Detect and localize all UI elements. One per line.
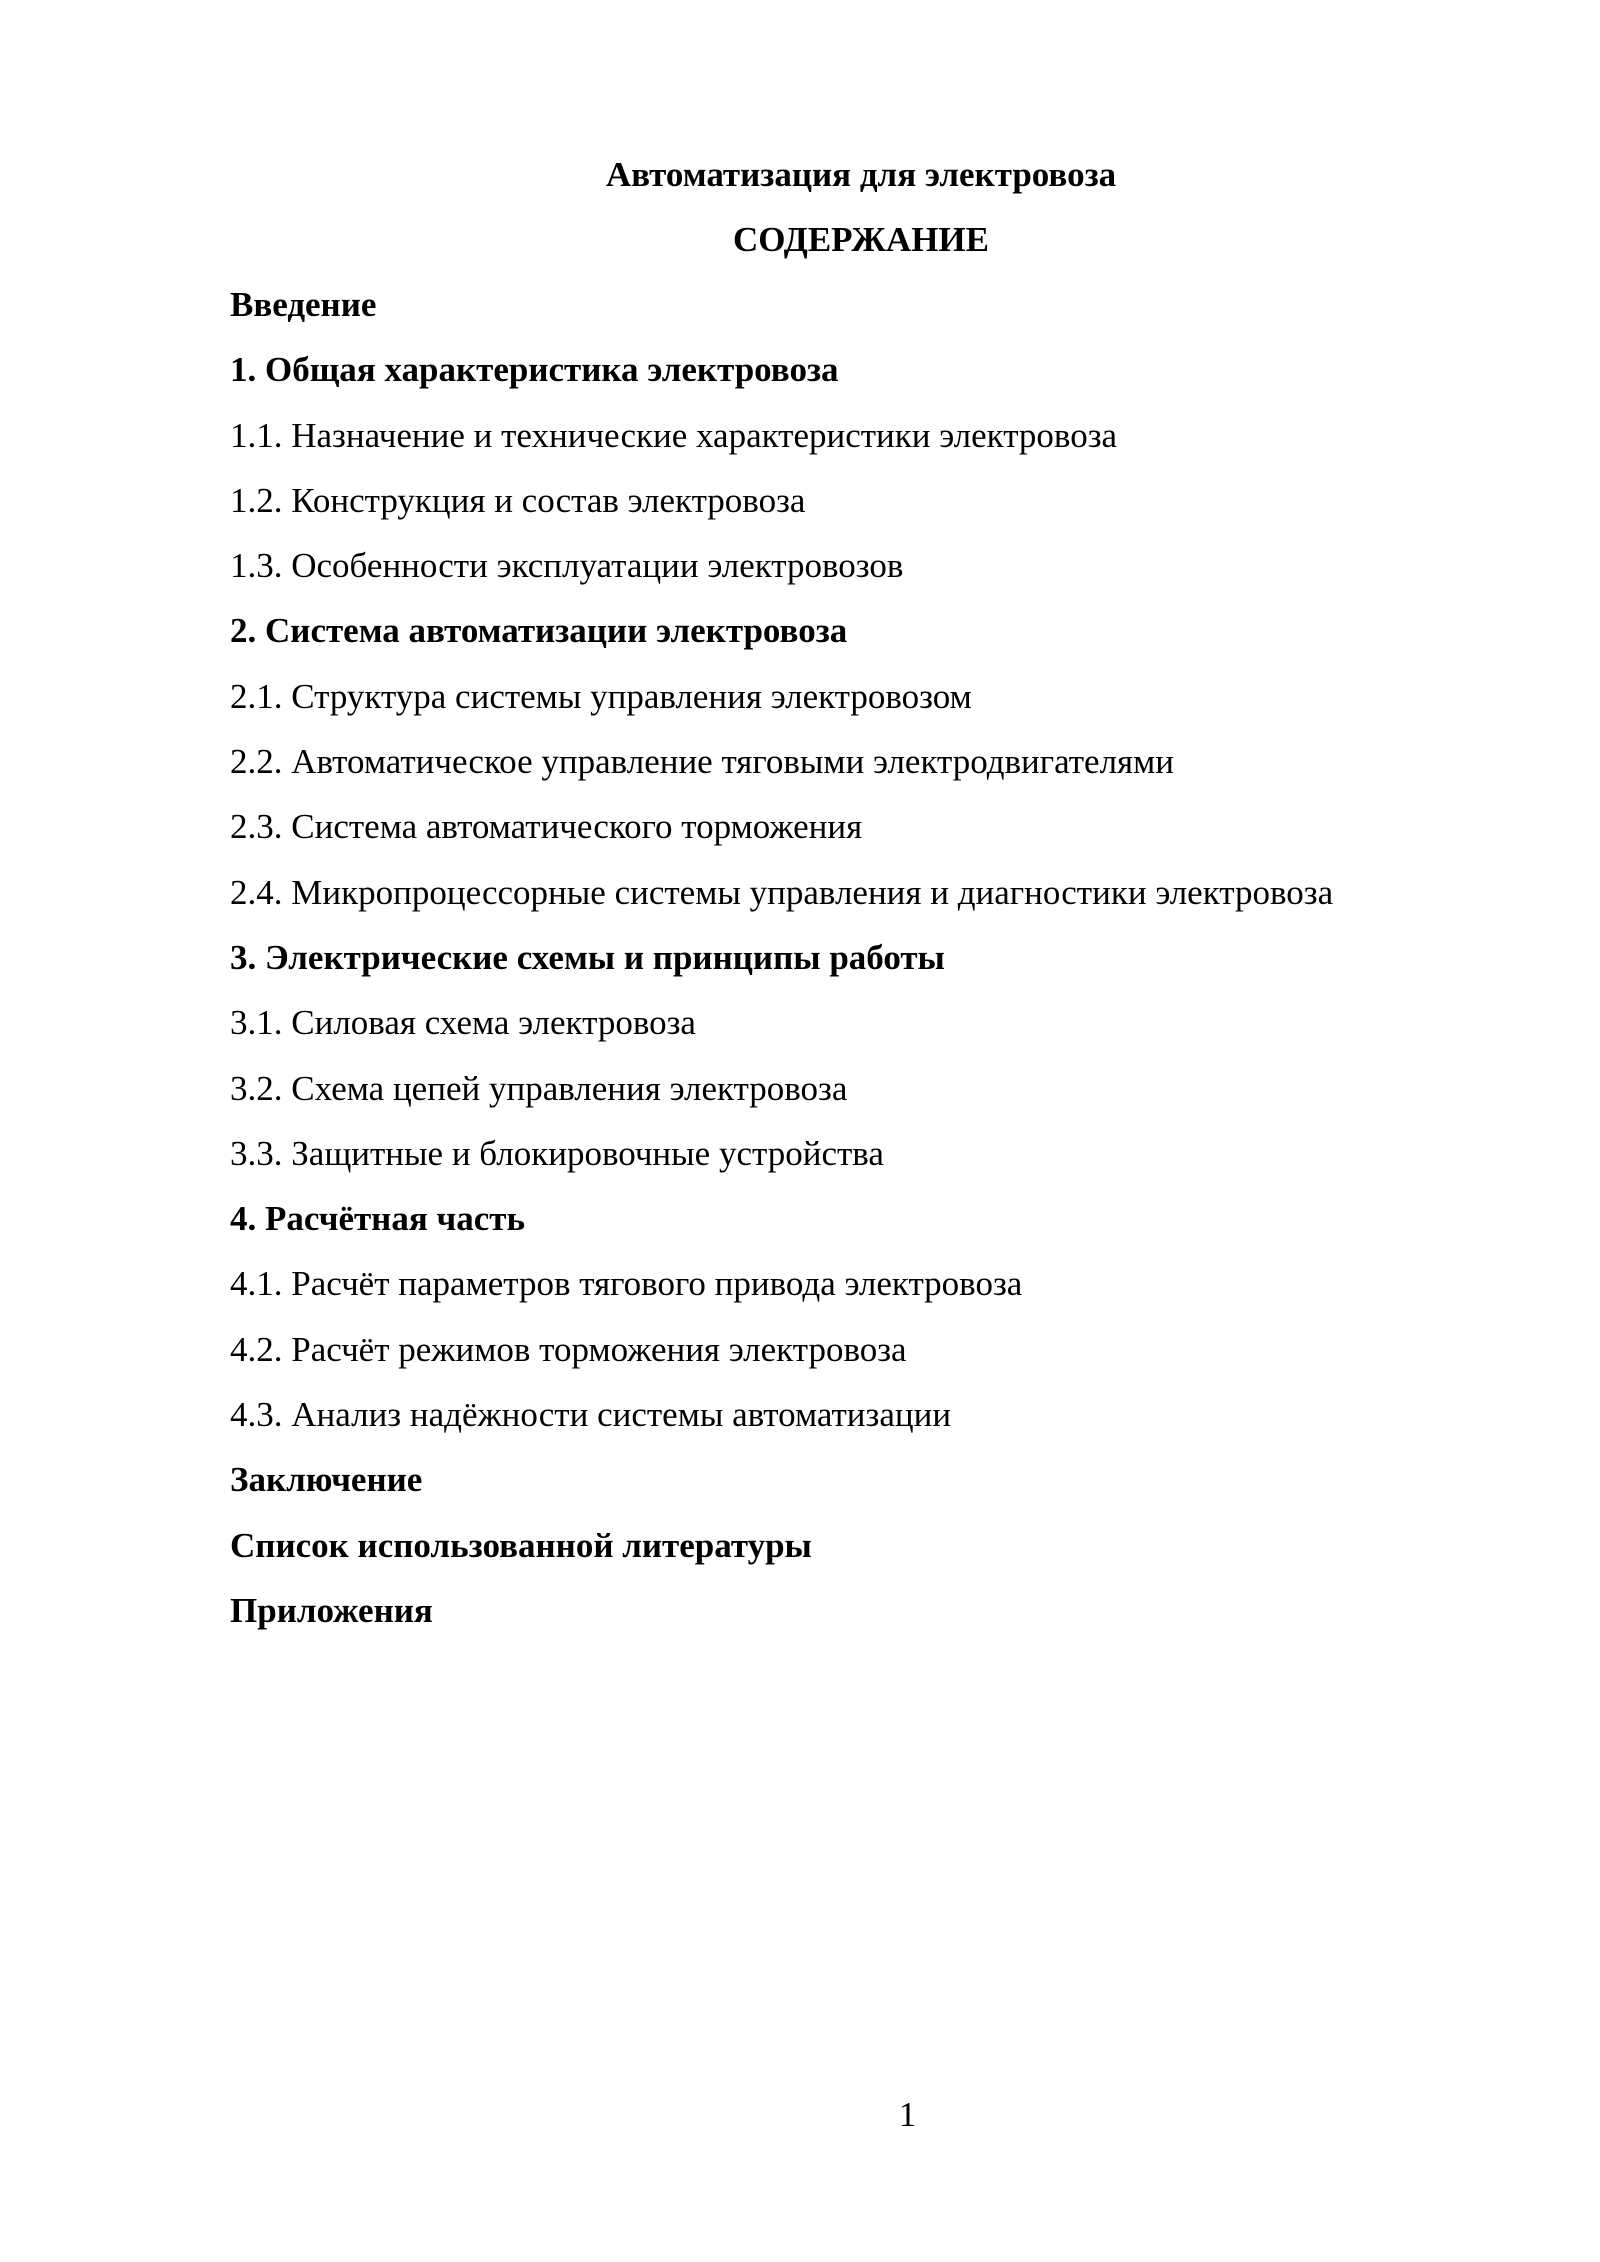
- toc-item-section-3-1: 3.1. Силовая схема электровоза: [230, 1003, 696, 1043]
- toc-item-section-2-1: 2.1. Структура системы управления электровозом: [230, 676, 972, 716]
- toc-item-section-4-1: 4.1. Расчёт параметров тягового привода электровоза: [230, 1264, 1023, 1304]
- toc-item-section-3: 3. Электрические схемы и принципы работы: [230, 937, 945, 977]
- toc-item-appendices: Приложения: [230, 1590, 433, 1630]
- toc-item-section-4-2: 4.2. Расчёт режимов торможения электровоза: [230, 1329, 907, 1369]
- toc-item-section-2-4: 2.4. Микропроцессорные системы управления и диагностики электровоза: [230, 872, 1334, 912]
- toc-item-references: Список использованной литературы: [230, 1525, 812, 1565]
- toc-item-introduction: Введение: [230, 285, 377, 324]
- toc-item-section-3-3: 3.3. Защитные и блокировочные устройства: [230, 1133, 884, 1173]
- toc-item-section-1-3: 1.3. Особенности эксплуатации электровозов: [230, 546, 904, 586]
- toc-heading: СОДЕРЖАНИЕ: [732, 220, 989, 259]
- page-number: 1: [898, 2095, 917, 2134]
- toc-item-section-4-3: 4.3. Анализ надёжности системы автоматизации: [230, 1395, 952, 1435]
- document-title: Автоматизация для электровоза: [605, 155, 1117, 194]
- toc-item-section-2-3: 2.3. Система автоматического торможения: [230, 807, 863, 847]
- toc-item-section-1-1: 1.1. Назначение и технические характеристики электровоза: [230, 415, 1118, 455]
- table-of-contents: [230, 280, 1530, 1651]
- toc-item-conclusion: Заключение: [230, 1460, 423, 1500]
- toc-item-section-2: 2. Система автоматизации электровоза: [230, 611, 848, 651]
- toc-item-section-2-2: 2.2. Автоматическое управление тяговыми электродвигателями: [230, 742, 1175, 782]
- toc-item-section-3-2: 3.2. Схема цепей управления электровоза: [230, 1068, 848, 1108]
- toc-item-section-1-2: 1.2. Конструкция и состав электровоза: [230, 480, 806, 520]
- toc-item-section-1: 1. Общая характеристика электровоза: [230, 350, 839, 390]
- toc-item-section-4: 4. Расчётная часть: [230, 1199, 526, 1239]
